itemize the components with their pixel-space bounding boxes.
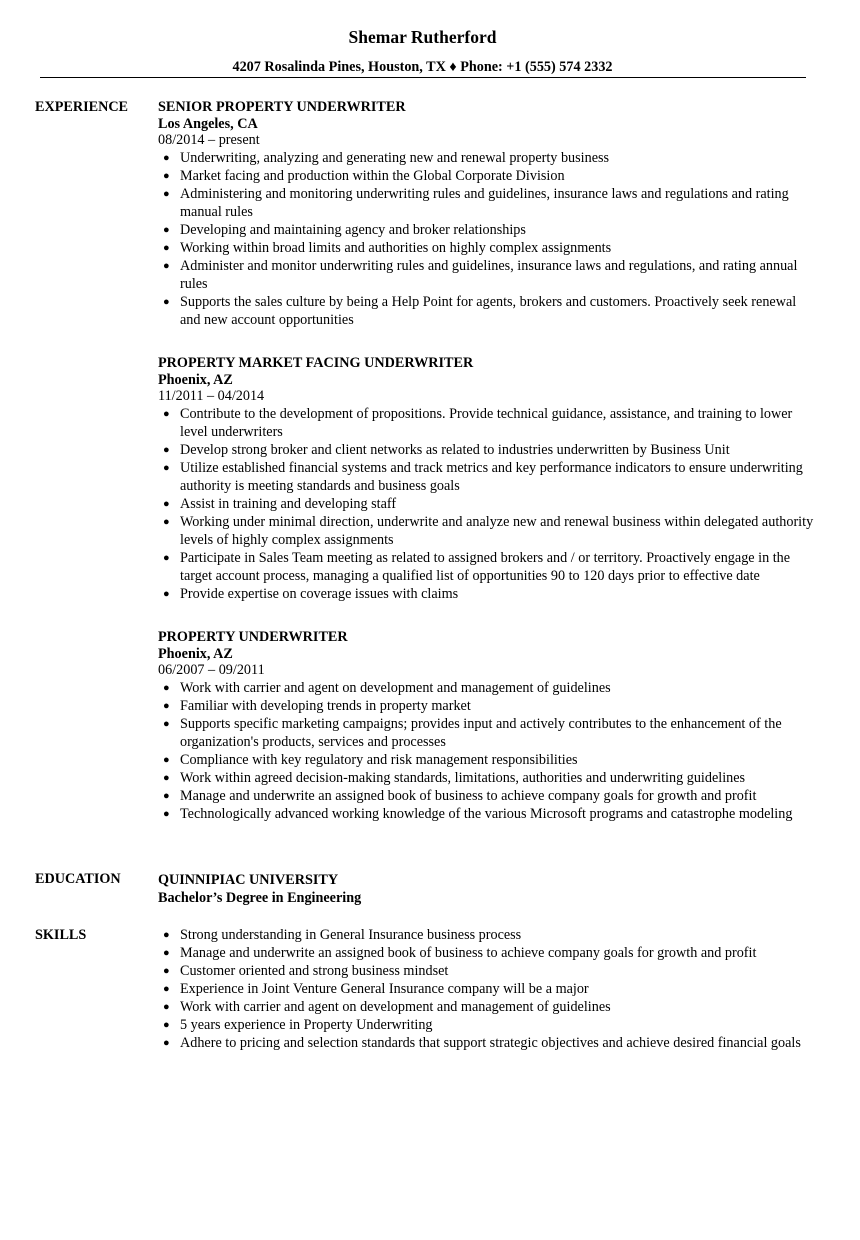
list-item: ● Develop strong broker and client networks as related to industries underwritten by Business Unit bbox=[163, 442, 730, 458]
list-item: ● Experience in Joint Venture General Insurance company will be a major bbox=[163, 981, 589, 997]
list-item: ● Strong understanding in General Insurance business process bbox=[163, 927, 522, 943]
job-title: SENIOR PROPERTY UNDERWRITER bbox=[158, 99, 406, 115]
skills-list bbox=[158, 926, 818, 1052]
bullet-icon: ● bbox=[163, 462, 170, 474]
list-item: ● Developing and maintaining agency and broker relationships bbox=[163, 222, 526, 238]
bullet-icon: ● bbox=[163, 552, 170, 564]
contact-line: 4207 Rosalinda Pines, Houston, TX ♦ Phone: +1 (555) 574 2332 bbox=[232, 59, 613, 75]
list-item: ● Supports specific marketing campaigns; provides input and actively contributes to the enhancement of the organization's products, services and processes bbox=[163, 716, 782, 750]
bullet-icon: ● bbox=[163, 1001, 170, 1013]
list-item: ● Familiar with developing trends in property market bbox=[163, 698, 471, 714]
skills-heading: SKILLS bbox=[35, 927, 87, 943]
job-title: PROPERTY UNDERWRITER bbox=[158, 629, 348, 645]
bullet-icon: ● bbox=[163, 947, 170, 959]
list-item: ● Market facing and production within the Global Corporate Division bbox=[163, 168, 565, 184]
list-item: ● Participate in Sales Team meeting as related to assigned brokers and / or territory. Proactively engage in the target account process, managing a qualified list of opportunities 90 to 120 days prior to effective date bbox=[163, 550, 791, 584]
list-item: ● Manage and underwrite an assigned book of business to achieve company goals for growth and profit bbox=[163, 945, 757, 961]
bullet-icon: ● bbox=[163, 170, 170, 182]
list-item: ● Assist in training and developing staff bbox=[163, 496, 397, 512]
job-location: Los Angeles, CA bbox=[158, 116, 258, 132]
job-bullets bbox=[158, 149, 818, 329]
job-location: Phoenix, AZ bbox=[158, 646, 233, 662]
job-dates: 08/2014 – present bbox=[158, 132, 260, 148]
job-entry-1 bbox=[158, 98, 818, 329]
list-item: ● Working under minimal direction, underwrite and analyze new and renewal business within delegated authority levels of highly complex assignments bbox=[163, 514, 814, 548]
job-entry-3 bbox=[158, 628, 818, 823]
bullet-icon: ● bbox=[163, 754, 170, 766]
list-item: ● Customer oriented and strong business mindset bbox=[163, 963, 449, 979]
list-item: ● Underwriting, analyzing and generating new and renewal property business bbox=[163, 150, 610, 166]
education-heading: EDUCATION bbox=[35, 871, 121, 887]
bullet-icon: ● bbox=[163, 242, 170, 254]
bullet-icon: ● bbox=[163, 444, 170, 456]
bullet-icon: ● bbox=[163, 983, 170, 995]
bullet-icon: ● bbox=[163, 588, 170, 600]
list-item: ● Compliance with key regulatory and risk management responsibilities bbox=[163, 752, 578, 768]
list-item: ● Administer and monitor underwriting rules and guidelines, insurance laws and regulations, and rating annual rules bbox=[163, 258, 798, 292]
bullet-icon: ● bbox=[163, 718, 170, 730]
bullet-icon: ● bbox=[163, 188, 170, 200]
education-entry bbox=[158, 871, 818, 907]
job-bullets bbox=[158, 405, 818, 603]
bullet-icon: ● bbox=[163, 682, 170, 694]
list-item: ● Adhere to pricing and selection standards that support strategic objectives and achieve desired financial goals bbox=[163, 1035, 801, 1051]
bullet-icon: ● bbox=[163, 1037, 170, 1049]
job-bullets bbox=[158, 679, 818, 823]
bullet-icon: ● bbox=[163, 516, 170, 528]
bullet-icon: ● bbox=[163, 772, 170, 784]
school-name: QUINNIPIAC UNIVERSITY bbox=[158, 872, 339, 888]
bullet-icon: ● bbox=[163, 790, 170, 802]
candidate-name: Shemar Rutherford bbox=[348, 27, 497, 47]
list-item: ● Working within broad limits and authorities on highly complex assignments bbox=[163, 240, 612, 256]
job-entry-2 bbox=[158, 354, 818, 603]
list-item: ● Work with carrier and agent on development and management of guidelines bbox=[163, 680, 611, 696]
job-dates: 06/2007 – 09/2011 bbox=[158, 662, 265, 678]
bullet-icon: ● bbox=[163, 498, 170, 510]
list-item: ● Administering and monitoring underwriting rules and guidelines, insurance laws and regulations and rating manual rules bbox=[163, 186, 789, 220]
degree: Bachelor’s Degree in Engineering bbox=[158, 890, 362, 906]
skills-bullets bbox=[158, 926, 818, 1052]
bullet-icon: ● bbox=[163, 260, 170, 272]
bullet-icon: ● bbox=[163, 408, 170, 420]
list-item: ● Work with carrier and agent on development and management of guidelines bbox=[163, 999, 611, 1015]
list-item: ● Work within agreed decision-making standards, limitations, authorities and underwriting guidelines bbox=[163, 770, 746, 786]
bullet-icon: ● bbox=[163, 152, 170, 164]
bullet-icon: ● bbox=[163, 700, 170, 712]
job-location: Phoenix, AZ bbox=[158, 372, 233, 388]
bullet-icon: ● bbox=[163, 808, 170, 820]
bullet-icon: ● bbox=[163, 929, 170, 941]
list-item: ● Manage and underwrite an assigned book of business to achieve company goals for growth and profit bbox=[163, 788, 757, 804]
list-item: ● Supports the sales culture by being a Help Point for agents, brokers and customers. Proactively seek renewal and new account opportunities bbox=[163, 294, 797, 328]
list-item: ● 5 years experience in Property Underwriting bbox=[163, 1017, 433, 1033]
job-title: PROPERTY MARKET FACING UNDERWRITER bbox=[158, 355, 474, 371]
bullet-icon: ● bbox=[163, 296, 170, 308]
list-item: ● Utilize established financial systems and track metrics and key performance indicators to ensure underwriting authority is meeting standards and business goals bbox=[163, 460, 803, 494]
list-item: ● Contribute to the development of propositions. Provide technical guidance, assistance, and training to lower level underwriters bbox=[163, 406, 793, 440]
bullet-icon: ● bbox=[163, 224, 170, 236]
bullet-icon: ● bbox=[163, 1019, 170, 1031]
header-divider bbox=[40, 77, 806, 78]
job-dates: 11/2011 – 04/2014 bbox=[158, 388, 265, 404]
list-item: ● Technologically advanced working knowledge of the various Microsoft programs and catastrophe modeling bbox=[163, 806, 793, 822]
list-item: ● Provide expertise on coverage issues with claims bbox=[163, 586, 459, 602]
experience-heading: EXPERIENCE bbox=[35, 99, 129, 115]
bullet-icon: ● bbox=[163, 965, 170, 977]
